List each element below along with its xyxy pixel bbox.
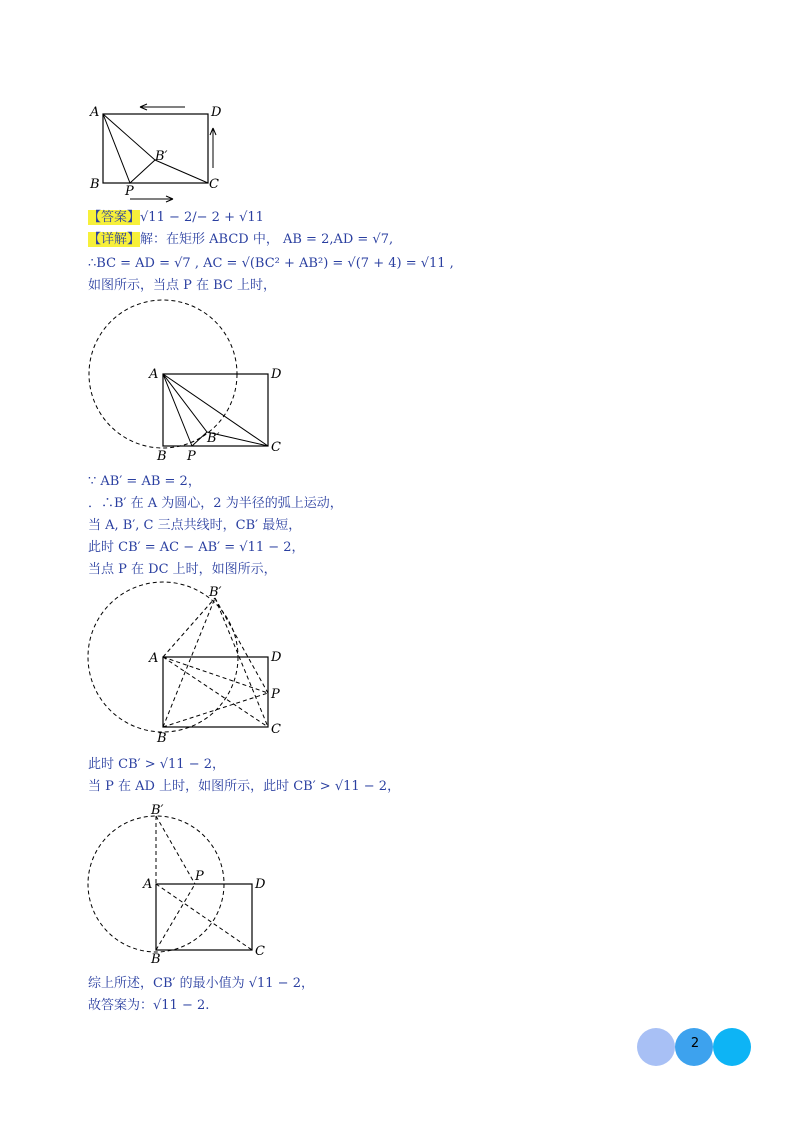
arrow-left-icon xyxy=(140,104,185,110)
label-b-prime: B′ xyxy=(207,431,220,446)
arrow-up-icon xyxy=(210,128,216,168)
label-b: B xyxy=(90,177,100,192)
label-c: C xyxy=(271,440,281,455)
label-a: A xyxy=(143,877,153,892)
label-b: B xyxy=(157,449,167,464)
text-line-6: 当 A, B′, C 三点共线时，CB′ 最短， xyxy=(88,518,302,533)
label-d: D xyxy=(255,877,266,892)
label-p: P xyxy=(271,687,280,702)
label-p: P xyxy=(187,449,196,464)
text-line-2: ∴BC = AD = √7 , AC = √(BC² + AB²) = √(7 + 4) = √11 , xyxy=(88,256,454,271)
text-line-11: 综上所述，CB′ 的最小值为 √11 − 2， xyxy=(88,976,314,991)
text-line-9: 此时 CB′ > √11 − 2， xyxy=(88,757,225,772)
figure-4 xyxy=(85,798,285,967)
label-a: A xyxy=(90,105,100,120)
label-p: P xyxy=(195,869,204,884)
text-line-5: ．∴B′ 在 A 为圆心，2 为半径的弧上运动， xyxy=(88,496,343,511)
label-b-prime: B′ xyxy=(151,803,164,818)
arrow-right-icon xyxy=(130,196,173,202)
page-number: 2 xyxy=(690,1036,700,1051)
text-line-7: 此时 CB′ = AC − AB′ = √11 − 2， xyxy=(88,540,305,555)
text-line-4: ∵ AB′ = AB = 2， xyxy=(88,474,201,489)
figure-1 xyxy=(85,98,235,208)
label-b: B xyxy=(157,731,167,746)
figure-3 xyxy=(85,580,305,750)
answer-tag: 【答案】 xyxy=(88,210,141,225)
label-b-prime: B′ xyxy=(209,585,222,600)
label-c: C xyxy=(271,722,281,737)
text-line-12: 故答案为：√11 − 2. xyxy=(88,998,210,1013)
label-c: C xyxy=(255,944,265,959)
text-line-3: 如图所示，当点 P 在 BC 上时， xyxy=(88,278,277,293)
answer-value: √11 − 2/− 2 + √11 xyxy=(140,210,264,225)
figure-2 xyxy=(85,296,305,466)
label-p: P xyxy=(125,184,134,199)
detail-tag: 【详解】 xyxy=(88,232,141,247)
label-a: A xyxy=(149,651,159,666)
label-a: A xyxy=(149,367,159,382)
detail-text: 解：在矩形 ABCD 中， AB = 2,AD = √7, xyxy=(140,232,394,247)
text-line-10: 当 P 在 AD 上时，如图所示，此时 CB′ > √11 − 2， xyxy=(88,779,401,794)
answer-line xyxy=(88,210,264,226)
label-d: D xyxy=(271,650,282,665)
page-badge-right xyxy=(713,1028,751,1066)
page-badge-left xyxy=(637,1028,675,1066)
construction-lines xyxy=(163,598,268,727)
label-b: B xyxy=(151,952,161,967)
text-line-8: 当点 P 在 DC 上时，如图所示， xyxy=(88,562,277,577)
label-c: C xyxy=(209,177,219,192)
label-d: D xyxy=(211,105,222,120)
label-b-prime: B′ xyxy=(155,149,168,164)
label-d: D xyxy=(271,367,282,382)
detail-line xyxy=(88,232,393,248)
